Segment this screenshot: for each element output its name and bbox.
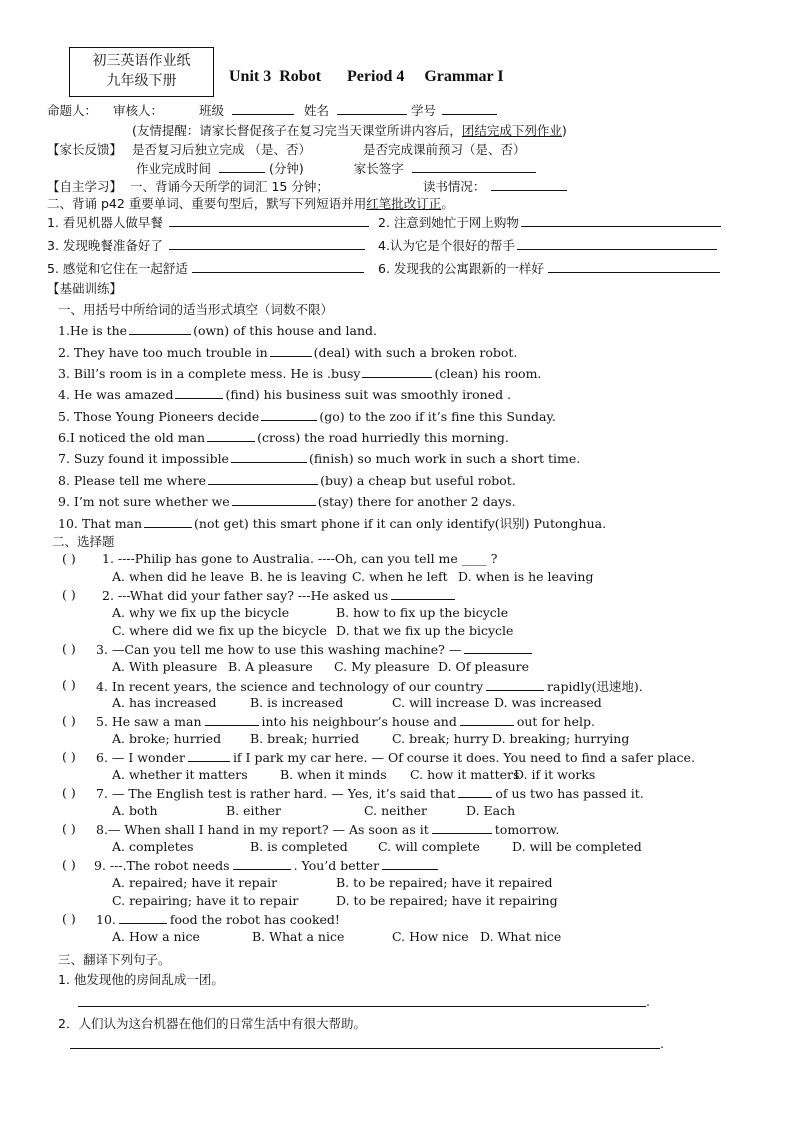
phrase-text: 3. 发现晚餐准备好了 [47, 238, 163, 253]
parent-label: 【家长反馈】 [47, 142, 123, 157]
name-blank[interactable] [337, 102, 407, 115]
phrase-5 [47, 259, 364, 277]
question-stem [96, 677, 643, 695]
question-text: 2. ---What did your father say? ---He asked us [102, 588, 389, 603]
question-text: 8.— When shall I hand in my report? — As soon as it [96, 822, 429, 837]
reminder-emphasis: 团结完成下列作业 [461, 123, 562, 138]
fill-item [58, 408, 556, 424]
sign-label: 家长签字 [353, 161, 404, 176]
question-stem [94, 857, 441, 873]
question-text: of us two has passed it. [495, 786, 644, 801]
fill-item [58, 365, 541, 381]
option-b[interactable]: B. either [226, 803, 281, 818]
option-b[interactable]: B. when it minds [280, 767, 387, 782]
question-blank[interactable] [119, 911, 167, 924]
answer-paren[interactable]: ( ) [62, 587, 76, 602]
phrase-text: 6. 发现我的公寓跟新的一样好 [378, 261, 544, 276]
fill-blank[interactable] [270, 344, 312, 357]
answer-paren[interactable]: ( ) [62, 785, 76, 800]
question-text: 4. In recent years, the science and technology of our country [96, 679, 484, 694]
fill-item [58, 472, 516, 488]
answer-paren[interactable]: ( ) [62, 551, 76, 566]
header-box-line1: 初三英语作业纸 [92, 53, 191, 69]
phrase-4 [378, 236, 717, 254]
fill-blank[interactable] [261, 408, 317, 421]
phrase-6 [378, 259, 720, 277]
question-stem [96, 713, 595, 729]
question-stem [102, 551, 497, 566]
answer-paren[interactable]: ( ) [62, 857, 76, 872]
id-blank[interactable] [442, 102, 497, 115]
option-b[interactable]: B. he is leaving [250, 569, 347, 584]
author-label: 命题人： [47, 103, 98, 118]
parent-q2: 是否完成课前预习（是、否） [362, 142, 526, 157]
fill-item-text: 8. Please tell me where [58, 473, 207, 488]
phrase-text: 4.认为它是个很好的帮手 [378, 238, 515, 253]
question-stem [96, 911, 340, 927]
option-d[interactable]: D. when is he leaving [458, 569, 594, 584]
option-c[interactable]: C. how it matters [410, 767, 520, 782]
question-blank[interactable] [188, 749, 230, 762]
option-c[interactable]: C. where did we fix up the bicycle [112, 623, 327, 638]
task2-text: 二、背诵 p42 重要单词、重要句型后，默写下列短语并用 [47, 196, 367, 211]
question-text: 9. ---.The robot needs [94, 858, 230, 873]
phrase-blank[interactable] [521, 214, 721, 227]
fill-blank[interactable] [208, 472, 318, 485]
phrase-2 [378, 213, 721, 231]
question-stem [96, 641, 535, 657]
minutes-label: (分钟) [268, 161, 304, 176]
option-d[interactable]: D. was increased [494, 695, 602, 710]
question-text: if I park my car here. — Of course it does. You need to find a safer place. [232, 750, 695, 765]
option-d[interactable]: D. that we fix up the bicycle [336, 623, 514, 638]
option-a[interactable]: A. With pleasure [112, 659, 218, 674]
fill-item-text: 9. I’m not sure whether we [58, 494, 230, 509]
question-blank[interactable] [464, 641, 532, 654]
question-blank[interactable] [460, 713, 514, 726]
reminder-text: (友情提醒：请家长督促孩子在复习完当天课堂所讲内容后， [132, 123, 462, 138]
training-label: 【基础训练】 [47, 281, 123, 296]
fill-item-text: 10. That man [58, 516, 143, 531]
question-text: food the robot has cooked! [169, 912, 340, 927]
fill-item-text: 3. Bill’s room is in a complete mess. He is .busy [58, 366, 361, 381]
class-blank[interactable] [232, 102, 294, 115]
fill-item [58, 344, 517, 360]
option-b[interactable]: B. is increased [250, 695, 344, 710]
question-text: . You’d better [293, 858, 380, 873]
self-study-row [47, 177, 567, 195]
question-text: 5. He saw a man [96, 714, 202, 729]
parent-feedback-row2 [136, 159, 536, 177]
option-d[interactable]: D. Of pleasure [438, 659, 530, 674]
fill-blank[interactable] [129, 322, 191, 335]
option-b[interactable]: B. is completed [250, 839, 348, 854]
unit-name: Robot [279, 68, 322, 85]
answer-paren[interactable]: ( ) [62, 911, 76, 926]
question-blank[interactable] [391, 587, 455, 600]
unit-label: Unit 3 [229, 68, 272, 85]
fill-item [58, 450, 580, 466]
question-blank[interactable] [432, 821, 492, 834]
fill-item-hint: (clean) his room. [434, 366, 542, 381]
question-text: out for help. [516, 714, 595, 729]
reading-label: 读书情况： [422, 179, 486, 194]
option-a[interactable]: A. broke; hurried [112, 731, 222, 746]
answer-paren[interactable]: ( ) [62, 641, 76, 656]
option-a[interactable]: A. How a nice [112, 929, 200, 944]
fill-item-hint: (not get) this smart phone if it can only identify(识别) Putonghua. [194, 516, 607, 531]
option-c[interactable]: C. will complete [378, 839, 480, 854]
reading-blank[interactable] [491, 178, 567, 191]
unit-title [229, 68, 504, 86]
section1-title: 一、用括号中所给词的适当形式填空（词数不限） [58, 302, 334, 317]
fill-item-hint: (find) his business suit was smoothly ironed . [225, 387, 512, 402]
phrase-text: 2. 注意到她忙于网上购物 [378, 215, 519, 230]
question-text: 7. — The English test is rather hard. — Yes, it’s said that [96, 786, 456, 801]
option-c[interactable]: C. My pleasure [334, 659, 430, 674]
question-text: 6. — I wonder [96, 750, 185, 765]
option-a[interactable]: A. whether it matters [112, 767, 248, 782]
question-text: rapidly(迅速地). [547, 679, 643, 694]
sign-blank[interactable] [412, 160, 536, 173]
option-d[interactable]: D. What nice [480, 929, 562, 944]
option-b[interactable]: B. What a nice [252, 929, 345, 944]
phrase-text: 1. 看见机器人做早餐 [47, 215, 163, 230]
reminder [132, 121, 567, 139]
class-label: 班级 [199, 103, 225, 118]
fill-item-text: 6.I noticed the old man [58, 430, 206, 445]
option-c[interactable]: C. repairing; have it to repair [112, 893, 299, 908]
option-c[interactable]: C. will increase [392, 695, 490, 710]
grammar-label: Grammar I [424, 68, 504, 85]
option-a[interactable]: A. both [112, 803, 158, 818]
parent-q1: 是否复习后独立完成 （是、否） [132, 142, 311, 157]
phrase-blank[interactable] [192, 260, 364, 273]
task2 [47, 194, 454, 212]
fill-item-text: 2. They have too much trouble in [58, 345, 268, 360]
option-a[interactable]: A. why we fix up the bicycle [112, 605, 290, 620]
fill-item [58, 429, 509, 445]
fill-item-hint: (finish) so much work in such a short time. [308, 451, 581, 466]
question-stem [102, 587, 458, 603]
task2-end: 。 [441, 196, 454, 211]
info-line [47, 101, 497, 119]
translation-1: 1. 他发现他的房间乱成一团。 [58, 972, 224, 987]
question-stem [96, 749, 695, 765]
time-label: 作业完成时间 [136, 161, 212, 176]
translation-2-answer-line[interactable] [70, 1048, 660, 1049]
fill-item-text: 4. He was amazed [58, 387, 174, 402]
phrase-1 [47, 213, 369, 231]
reviewer-label: 审核人： [113, 103, 164, 118]
fill-item-text: 5. Those Young Pioneers decide [58, 409, 260, 424]
question-text: into his neighbour’s house and [261, 714, 457, 729]
option-c[interactable]: C. break; hurry [392, 731, 489, 746]
question-text: 1. ----Philip has gone to Australia. ----Oh, can you tell me ____ ? [102, 551, 498, 566]
period-label: Period 4 [347, 68, 405, 85]
option-b[interactable]: B. break; hurried [250, 731, 360, 746]
header-title-box [69, 47, 214, 97]
fill-blank[interactable] [207, 429, 255, 442]
option-a[interactable]: A. has increased [112, 695, 217, 710]
translation-1-answer-line[interactable] [78, 1006, 646, 1007]
answer-paren[interactable]: ( ) [62, 713, 76, 728]
translation-2: 2．人们认为这台机器在他们的日常生活中有很大帮助。 [58, 1016, 366, 1031]
fill-item-hint: (go) to the zoo if it’s fine this Sunday. [319, 409, 556, 424]
answer-paren[interactable]: ( ) [62, 749, 76, 764]
fill-blank[interactable] [232, 493, 316, 506]
option-a[interactable]: A. repaired; have it repair [112, 875, 278, 890]
phrase-3 [47, 236, 365, 254]
question-blank[interactable] [458, 785, 492, 798]
option-b[interactable]: B. A pleasure [228, 659, 313, 674]
answer-paren[interactable]: ( ) [62, 677, 76, 692]
option-a[interactable]: A. completes [112, 839, 194, 854]
question-text: tomorrow. [494, 822, 560, 837]
phrase-blank[interactable] [548, 260, 720, 273]
question-blank[interactable] [233, 857, 291, 870]
option-c[interactable]: C. when he left [352, 569, 448, 584]
reminder-end: ) [561, 123, 567, 138]
fill-item [58, 493, 516, 509]
parent-feedback-row1 [47, 140, 525, 158]
question-stem [96, 785, 644, 801]
self-study-label: 【自主学习】 [47, 179, 123, 194]
question-stem [96, 821, 559, 837]
fill-item-hint: (deal) with such a broken robot. [313, 345, 518, 360]
option-b[interactable]: B. how to fix up the bicycle [336, 605, 509, 620]
header-box-line2: 九年级下册 [106, 73, 177, 89]
id-label: 学号 [410, 103, 436, 118]
option-c[interactable]: C. How nice [392, 929, 469, 944]
name-label: 姓名 [303, 103, 329, 118]
answer-paren[interactable]: ( ) [62, 821, 76, 836]
question-blank[interactable] [382, 857, 438, 870]
question-text: 3. —Can you tell me how to use this washing machine? — [96, 642, 462, 657]
phrase-blank[interactable] [169, 214, 369, 227]
question-blank[interactable] [205, 713, 259, 726]
option-d[interactable]: D. if it works [514, 767, 596, 782]
fill-blank[interactable] [231, 450, 307, 463]
fill-item-hint: (stay) there for another 2 days. [317, 494, 516, 509]
phrase-blank[interactable] [169, 237, 365, 250]
fill-item-hint: (cross) the road hurriedly this morning. [257, 430, 509, 445]
option-d[interactable]: D. Each [466, 803, 516, 818]
fill-item [58, 386, 511, 402]
option-b[interactable]: B. to be repaired; have it repaired [336, 875, 553, 890]
option-a[interactable]: A. when did he leave [112, 569, 244, 584]
phrase-blank[interactable] [517, 237, 717, 250]
option-c[interactable]: C. neither [364, 803, 427, 818]
option-d[interactable]: D. to be repaired; have it repairing [336, 893, 558, 908]
fill-blank[interactable] [175, 386, 223, 399]
option-d[interactable]: D. breaking; hurrying [492, 731, 630, 746]
translation-1-dot: . [646, 994, 650, 1009]
section2-title: 二、选择题 [52, 534, 115, 549]
translation-2-dot: . [660, 1036, 664, 1051]
fill-item [58, 514, 606, 532]
fill-blank[interactable] [144, 515, 192, 528]
task1: 一、背诵今天所学的词汇 15 分钟； [130, 179, 329, 194]
option-d[interactable]: D. will be completed [512, 839, 642, 854]
fill-item-text: 1.He is the [58, 323, 128, 338]
section3-title: 三、翻译下列句子。 [58, 952, 171, 967]
task2-emphasis: 红笔批改订正 [366, 196, 442, 211]
fill-item-text: 7. Suzy found it impossible [58, 451, 229, 466]
fill-item [58, 322, 377, 338]
question-text: 10. [96, 912, 116, 927]
time-blank[interactable] [219, 160, 265, 173]
phrase-text: 5. 感觉和它住在一起舒适 [47, 261, 188, 276]
fill-item-hint: (buy) a cheap but useful robot. [320, 473, 516, 488]
fill-item-hint: (own) of this house and land. [193, 323, 378, 338]
fill-blank[interactable] [362, 365, 432, 378]
question-blank[interactable] [486, 678, 544, 691]
